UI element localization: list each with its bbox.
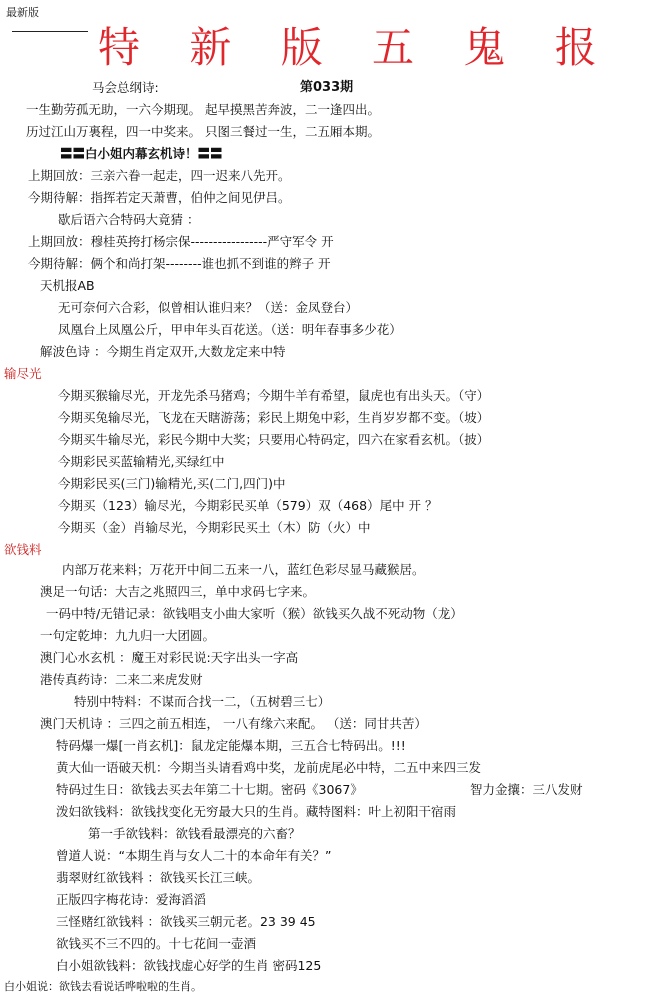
riddle-answer: 今期待解：俩个和尚打架--------谁也抓不到谁的辫子 开 xyxy=(28,256,331,271)
riddle-prev: 上期回放：穆桂英挎打杨宗保-----------------严守军令 开 xyxy=(28,234,334,249)
riddle-heading: 歇后语六合特码大竟猜 ： xyxy=(58,212,200,227)
list-item: 第一手欲钱料：欲钱看最漂亮的六畜？ xyxy=(88,826,301,841)
list-item: 三怪赌红欲钱料 ：欲钱买三朝元老。23 39 45 xyxy=(56,914,316,929)
list-item: 今期买兔输尽光，飞龙在天瞎游荡；彩民上期兔中彩，生肖岁岁都不变。（坡） xyxy=(58,410,490,425)
section-tag-lose: 输尽光 xyxy=(4,366,42,381)
list-item: 黄大仙一语破天机：今期当头请看鸡中奖，龙前虎尾必中特，二五中来四三发 xyxy=(56,760,482,775)
list-item: 特别中特料：不谋而合找一二，（五树碧三七） xyxy=(74,694,331,709)
poem-line: 历过江山万裏程，四一中奖来。 只图三餐过一生，二五厢本期。 xyxy=(26,124,380,139)
list-item: 特码爆一爆[一肖玄机]：鼠龙定能爆本期，三五合七特码出。!!! xyxy=(56,738,406,753)
list-item: 港传真药诗：二来二来虎发财 xyxy=(40,672,203,687)
list-item: 一句定乾坤：九九归一大团圆。 xyxy=(40,628,216,643)
page-title: 特 新 版 五 鬼 报 xyxy=(98,23,615,72)
list-item: 今期买牛输尽光，彩民今期中大奖；只要用心特码定，四六在家看玄机。（披） xyxy=(58,432,490,447)
tianji-line: 凤凰台上凤凰公斤，甲申年头百花送。（送：明年春事多少花） xyxy=(58,322,402,337)
list-item: 特码过生日：欲钱去买去年第二十七期。密码《3067》 xyxy=(56,782,363,797)
corner-label: 最新版 xyxy=(6,6,39,19)
list-item: 今期买猴输尽光，开龙先杀马猪鸡；今期牛羊有希望，鼠虎也有出头天。（守） xyxy=(58,388,490,403)
list-item: 今期彩民买(三门)输精光,买(二门,四门)中 xyxy=(58,476,286,491)
poem-line: 一生勤劳孤无助，一六今期现。 起早摸黑苦奔波，二一逢四出。 xyxy=(26,102,380,117)
mystery-answer: 今期待解：指挥若定天萧曹，伯仲之间见伊吕。 xyxy=(28,190,291,205)
tianji-line: 无可奈何六合彩，似曾相认谁归来？（送：金凤登台） xyxy=(58,300,359,315)
list-item: 内部万花来料；万花开中间二五来一八，蓝红色彩尽显马藏猴居。 xyxy=(62,562,425,577)
mystery-heading: 〓〓白小姐内幕玄机诗！〓〓 xyxy=(60,146,223,161)
footer-line: 白小姐说：欲钱去看说话哗啦啦的生肖。 xyxy=(4,980,202,993)
wisdom-note: 智力金攘：三八发财 xyxy=(470,782,583,797)
wave-poem: 解波色诗 ：今期生肖定双开,大数龙定来中特 xyxy=(40,344,286,359)
corner-divider xyxy=(12,31,88,32)
list-item: 今期买（123）输尽光，今期彩民买单（579）双（468）尾中 开 ？ xyxy=(58,498,438,513)
list-item: 今期彩民买蓝输精光,买绿红中 xyxy=(58,454,225,469)
list-item: 澳足一句话：大吉之兆照四三，单中求码七字来。 xyxy=(40,584,316,599)
list-item: 正版四字梅花诗：爱海滔滔 xyxy=(56,892,207,907)
list-item: 澳门心水玄机 ：魔王对彩民说:天字出头一字高 xyxy=(40,650,299,665)
list-item: 翡翠财红欲钱料 ：欲钱买长江三峡。 xyxy=(56,870,260,885)
tianji-heading: 天机报AB xyxy=(40,278,95,293)
list-item: 一码中特/无错记录：欲钱唱支小曲大家听（猴）欲钱买久战不死动物（龙） xyxy=(46,606,463,621)
list-item: 澳门天机诗 ：三四之前五相连， 一八有缘六来配。 （送：同甘共苦） xyxy=(40,716,427,731)
poem-label: 马会总纲诗: xyxy=(92,80,159,95)
period-number: 第033期 xyxy=(300,80,354,95)
mystery-prev: 上期回放：三亲六眷一起走，四一迟来八先开。 xyxy=(28,168,291,183)
list-item: 今期买（金）肖输尽光，今期彩民买土（木）防（火）中 xyxy=(58,520,371,535)
list-item: 曾道人说：“本期生肖与女人二十的本命年有关？” xyxy=(56,848,332,863)
section-tag-money: 欲钱料 xyxy=(4,542,42,557)
list-item: 欲钱买不三不四的。十七花间一壶酒 xyxy=(56,936,257,951)
list-item: 泼妇欲钱料：欲钱找变化无穷最大只的生肖。藏特图料：叶上初阳干宿雨 xyxy=(56,804,457,819)
list-item: 白小姐欲钱料：欲钱找虚心好学的生肖 密码125 xyxy=(56,958,322,973)
